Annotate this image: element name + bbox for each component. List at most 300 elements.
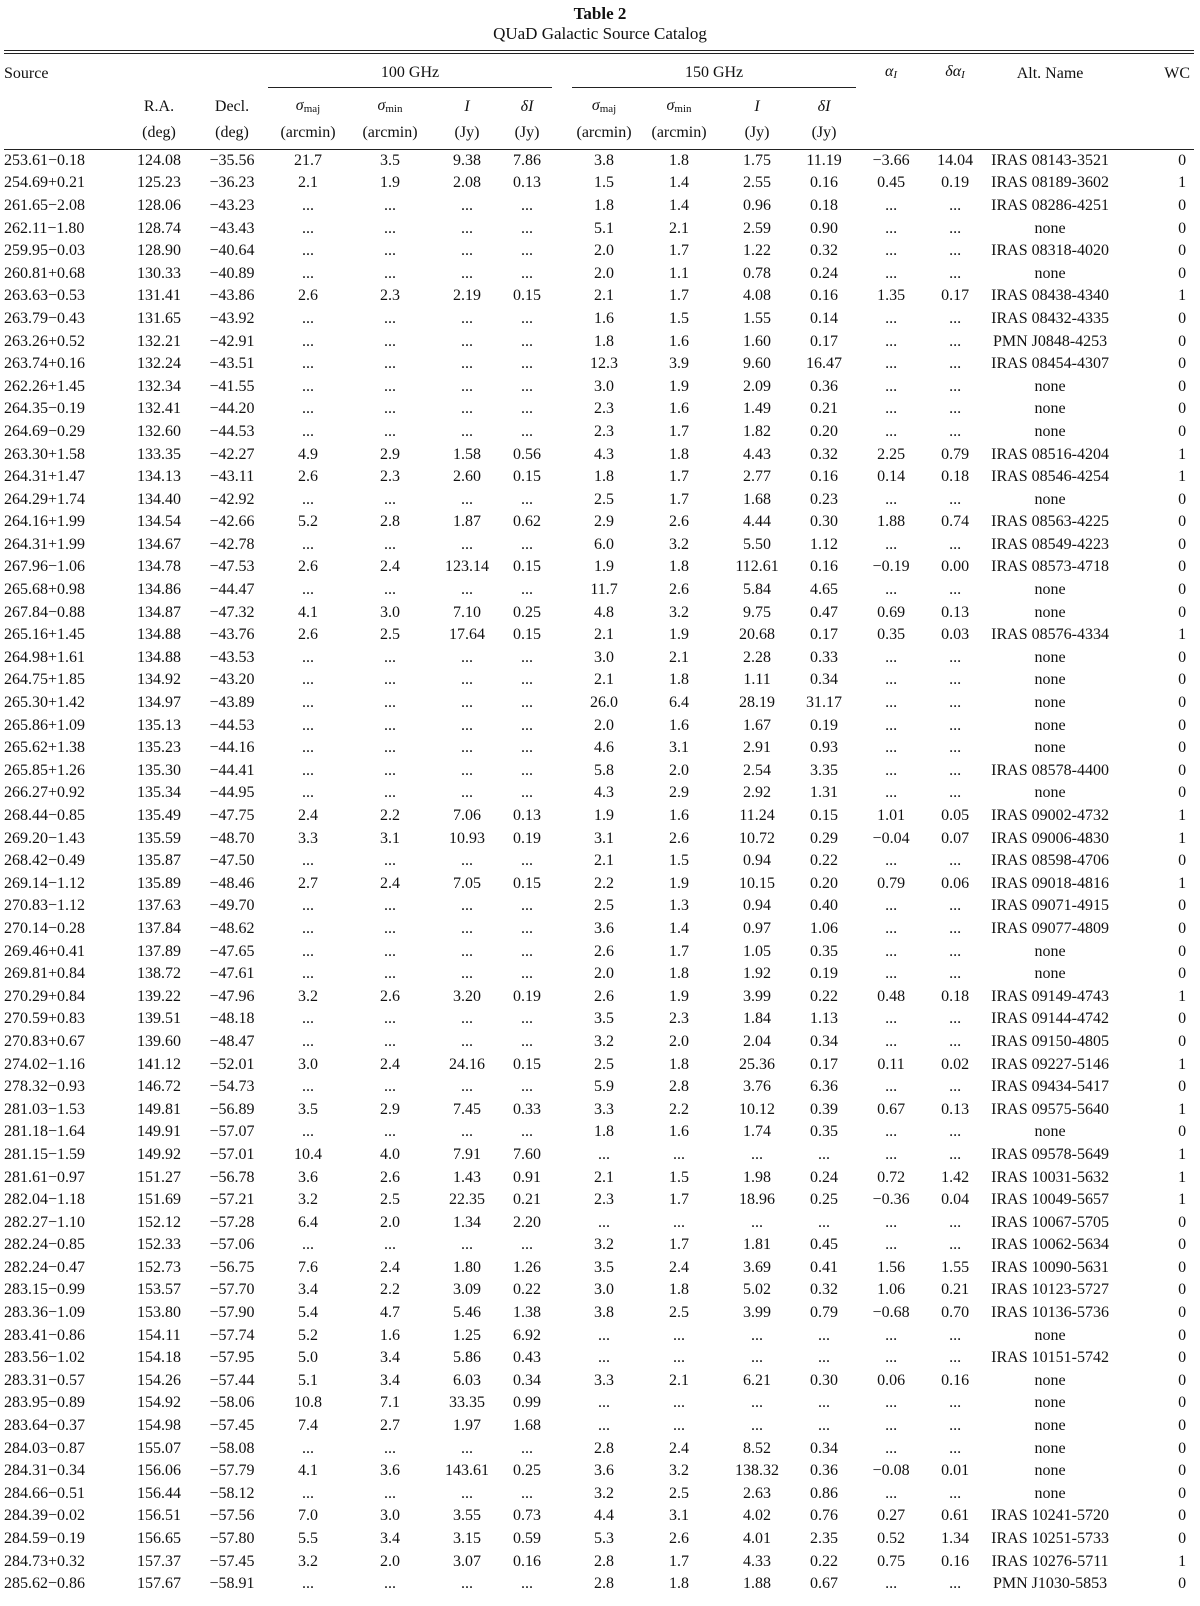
cell-100-I: ... bbox=[461, 332, 473, 350]
cell-150-sigmin: 1.9 bbox=[669, 626, 690, 644]
cell-dec: −36.23 bbox=[209, 174, 255, 192]
cell-ra: 132.34 bbox=[137, 377, 181, 395]
cell-wc: 0 bbox=[1178, 1236, 1187, 1254]
cell-100-dI: ... bbox=[521, 332, 534, 350]
table-label: Table 2 bbox=[573, 4, 627, 23]
cell-100-I: ... bbox=[461, 400, 473, 418]
cell-150-sigmin: 1.5 bbox=[669, 309, 690, 327]
column-gap bbox=[552, 873, 572, 896]
cell-100-sigmaj: ... bbox=[302, 196, 314, 214]
cell-100-dI: 0.99 bbox=[513, 1394, 542, 1412]
cell-150-sigmin: 1.3 bbox=[669, 897, 690, 915]
column-gap bbox=[552, 692, 572, 715]
table-row bbox=[4, 1098, 1194, 1121]
cell-source: 261.65−2.08 bbox=[4, 196, 86, 214]
table-row bbox=[4, 1234, 1194, 1257]
cell-100-dI: ... bbox=[521, 355, 534, 373]
col-ra: R.A. bbox=[143, 97, 175, 115]
cell-ra: 134.40 bbox=[137, 490, 181, 508]
cell-source: 269.46+0.41 bbox=[4, 942, 86, 960]
cell-dec: −48.70 bbox=[209, 829, 255, 847]
cell-150-dI: 0.79 bbox=[810, 1304, 839, 1322]
cell-100-sigmin: ... bbox=[384, 1010, 396, 1028]
col-dec: Decl. bbox=[214, 97, 250, 115]
cell-dec: −43.92 bbox=[209, 309, 255, 327]
cell-150-dI: 11.19 bbox=[806, 151, 842, 169]
cell-150-sigmaj: ... bbox=[598, 1417, 611, 1435]
cell-100-sigmin: 2.2 bbox=[380, 807, 400, 825]
table-row bbox=[4, 737, 1194, 760]
cell-100-sigmin: 3.1 bbox=[380, 829, 400, 847]
cell-100-dI: 7.60 bbox=[513, 1145, 542, 1163]
cell-altname: IRAS 10151-5742 bbox=[991, 1349, 1109, 1367]
cell-150-sigmin: 1.9 bbox=[669, 377, 690, 395]
cell-150-sigmaj: 2.1 bbox=[594, 626, 615, 644]
cell-150-sigmaj: ... bbox=[598, 1213, 611, 1231]
cell-150-sigmaj: 2.6 bbox=[594, 942, 615, 960]
cell-150-dI: 31.17 bbox=[806, 694, 843, 712]
cell-source: 284.31−0.34 bbox=[4, 1462, 86, 1480]
cell-dec: −44.95 bbox=[209, 784, 255, 802]
cell-alpha: ... bbox=[885, 942, 898, 960]
table-row bbox=[4, 1302, 1194, 1325]
cell-source: 259.95−0.03 bbox=[4, 242, 86, 260]
cell-150-sigmaj: 3.6 bbox=[594, 1462, 615, 1480]
cell-ra: 138.72 bbox=[137, 965, 181, 983]
cell-alpha: ... bbox=[885, 852, 898, 870]
cell-150-sigmin: 1.8 bbox=[669, 1575, 690, 1593]
cell-altname: IRAS 08286-4251 bbox=[991, 196, 1109, 214]
cell-100-sigmaj: 21.7 bbox=[294, 151, 322, 169]
cell-ra: 154.98 bbox=[137, 1417, 181, 1435]
cell-150-I: 2.92 bbox=[743, 784, 772, 802]
cell-150-sigmaj: 1.5 bbox=[594, 174, 615, 192]
cell-altname: IRAS 08598-4706 bbox=[991, 852, 1109, 870]
header-row-2 bbox=[4, 87, 1194, 121]
cell-wc: 0 bbox=[1178, 490, 1187, 508]
cell-ra: 134.13 bbox=[137, 468, 181, 486]
cell-150-sigmin: 1.6 bbox=[669, 1123, 690, 1141]
cell-altname: none bbox=[1034, 716, 1066, 734]
cell-150-dI: 0.22 bbox=[810, 852, 839, 870]
cell-150-dI: 0.18 bbox=[810, 196, 839, 214]
cell-100-I: 3.09 bbox=[453, 1281, 481, 1299]
col-100-I: I bbox=[464, 98, 470, 115]
cell-150-dI: 4.65 bbox=[810, 581, 839, 599]
cell-dalpha: ... bbox=[949, 490, 962, 508]
cell-altname: IRAS 10276-5711 bbox=[991, 1552, 1109, 1570]
cell-ra: 149.81 bbox=[137, 1100, 181, 1118]
cell-alpha: ... bbox=[885, 739, 898, 757]
column-gap bbox=[552, 1098, 572, 1121]
cell-100-dI: ... bbox=[521, 761, 534, 779]
cell-150-dI: ... bbox=[818, 1349, 831, 1367]
cell-ra: 134.54 bbox=[137, 513, 181, 531]
cell-dec: −54.73 bbox=[209, 1078, 255, 1096]
cell-150-sigmaj: 5.3 bbox=[594, 1530, 615, 1548]
column-gap bbox=[552, 511, 572, 534]
cell-wc: 0 bbox=[1178, 716, 1187, 734]
cell-100-I: ... bbox=[461, 490, 473, 508]
cell-source: 285.62−0.86 bbox=[4, 1575, 86, 1593]
cell-150-sigmin: 1.8 bbox=[669, 1281, 690, 1299]
col-alpha: αI bbox=[885, 63, 898, 81]
cell-altname: IRAS 08438-4340 bbox=[991, 287, 1109, 305]
cell-alpha: ... bbox=[885, 377, 898, 395]
cell-wc: 1 bbox=[1178, 445, 1187, 463]
cell-dalpha: ... bbox=[949, 264, 962, 282]
cell-dalpha: ... bbox=[949, 309, 962, 327]
cell-dec: −47.32 bbox=[209, 603, 255, 621]
cell-150-sigmin: 2.9 bbox=[669, 784, 690, 802]
cell-150-sigmin: 1.7 bbox=[669, 1552, 690, 1570]
cell-dec: −44.53 bbox=[209, 422, 255, 440]
cell-dalpha: 0.02 bbox=[941, 1055, 970, 1073]
cell-100-sigmin: 3.6 bbox=[380, 1462, 400, 1480]
table-row bbox=[4, 579, 1194, 602]
cell-wc: 1 bbox=[1178, 807, 1187, 825]
cell-150-sigmaj: 3.5 bbox=[594, 1010, 615, 1028]
col-150-I: I bbox=[754, 98, 760, 115]
cell-150-I: 9.60 bbox=[743, 355, 772, 373]
column-gap bbox=[552, 714, 572, 737]
cell-alpha: 1.88 bbox=[877, 513, 906, 531]
cell-150-sigmaj: 2.3 bbox=[594, 1191, 615, 1209]
cell-150-dI: 6.36 bbox=[810, 1078, 839, 1096]
cell-altname: IRAS 08454-4307 bbox=[991, 355, 1109, 373]
cell-150-sigmin: 3.2 bbox=[669, 535, 690, 553]
cell-100-sigmaj: ... bbox=[302, 648, 314, 666]
cell-100-I: 2.60 bbox=[453, 468, 481, 486]
cell-100-I: ... bbox=[461, 761, 473, 779]
cell-100-sigmaj: 2.7 bbox=[298, 874, 318, 892]
cell-source: 284.66−0.51 bbox=[4, 1484, 86, 1502]
cell-100-sigmin: 7.1 bbox=[380, 1394, 400, 1412]
cell-source: 283.41−0.86 bbox=[4, 1326, 86, 1344]
cell-source: 269.20−1.43 bbox=[4, 829, 86, 847]
table-row bbox=[4, 1144, 1194, 1167]
cell-altname: IRAS 09578-5649 bbox=[991, 1145, 1109, 1163]
table-row bbox=[4, 308, 1194, 331]
cell-100-sigmaj: ... bbox=[302, 716, 314, 734]
cell-dec: −48.46 bbox=[209, 874, 255, 892]
cell-100-dI: ... bbox=[521, 852, 534, 870]
cell-150-dI: 0.76 bbox=[810, 1507, 839, 1525]
cell-150-sigmin: 1.7 bbox=[669, 1236, 690, 1254]
group-100ghz: 100 GHz bbox=[268, 54, 552, 87]
table-row bbox=[4, 556, 1194, 579]
column-gap bbox=[552, 1121, 572, 1144]
cell-wc: 0 bbox=[1178, 1123, 1187, 1141]
cell-100-dI: ... bbox=[521, 1032, 534, 1050]
cell-150-I: 1.11 bbox=[743, 671, 771, 689]
cell-100-sigmaj: ... bbox=[302, 919, 314, 937]
cell-100-dI: 0.34 bbox=[513, 1371, 542, 1389]
table-row bbox=[4, 601, 1194, 624]
cell-100-sigmaj: 3.2 bbox=[298, 987, 318, 1005]
cell-dalpha: ... bbox=[949, 1417, 962, 1435]
cell-150-sigmin: 1.6 bbox=[669, 332, 690, 350]
cell-alpha: 1.35 bbox=[877, 287, 906, 305]
cell-100-sigmaj: ... bbox=[302, 897, 314, 915]
cell-source: 264.75+1.85 bbox=[4, 671, 86, 689]
cell-wc: 0 bbox=[1178, 897, 1187, 915]
cell-altname: none bbox=[1034, 1123, 1066, 1141]
cell-source: 284.39−0.02 bbox=[4, 1507, 86, 1525]
cell-dec: −43.86 bbox=[209, 287, 255, 305]
cell-dalpha: ... bbox=[949, 919, 962, 937]
cell-alpha: −0.19 bbox=[872, 558, 910, 576]
cell-altname: none bbox=[1034, 264, 1066, 282]
cell-100-sigmaj: 10.8 bbox=[294, 1394, 322, 1412]
cell-150-dI: 0.39 bbox=[810, 1100, 839, 1118]
cell-150-I: 1.22 bbox=[743, 242, 772, 260]
cell-alpha: ... bbox=[885, 1123, 898, 1141]
cell-100-sigmaj: 7.4 bbox=[298, 1417, 318, 1435]
cell-100-I: ... bbox=[461, 219, 473, 237]
cell-100-dI: 1.68 bbox=[513, 1417, 542, 1435]
cell-150-sigmin: 1.8 bbox=[669, 1055, 690, 1073]
cell-100-sigmaj: ... bbox=[302, 739, 314, 757]
cell-alpha: ... bbox=[885, 1326, 898, 1344]
cell-100-I: 7.91 bbox=[453, 1145, 481, 1163]
cell-150-I: 1.49 bbox=[743, 400, 772, 418]
cell-150-I: 2.54 bbox=[743, 761, 772, 779]
cell-100-sigmaj: 2.4 bbox=[298, 807, 318, 825]
cell-150-sigmaj: 12.3 bbox=[590, 355, 619, 373]
cell-100-I: ... bbox=[461, 242, 473, 260]
cell-150-I: ... bbox=[751, 1349, 764, 1367]
cell-dalpha: 0.19 bbox=[941, 174, 970, 192]
cell-150-dI: 0.90 bbox=[810, 219, 839, 237]
col-150-sigmin: σmin bbox=[666, 96, 692, 115]
cell-100-sigmaj: 2.6 bbox=[298, 287, 318, 305]
cell-ra: 135.59 bbox=[137, 829, 181, 847]
cell-150-I: 5.84 bbox=[743, 581, 772, 599]
unit-150-dI: (Jy) bbox=[811, 123, 837, 141]
cell-ra: 134.87 bbox=[137, 603, 181, 621]
cell-150-I: 1.84 bbox=[743, 1010, 772, 1028]
cell-150-I: 1.68 bbox=[743, 490, 772, 508]
cell-100-sigmaj: 3.0 bbox=[298, 1055, 318, 1073]
table-row bbox=[4, 1031, 1194, 1054]
cell-150-I: 4.08 bbox=[743, 287, 772, 305]
column-gap bbox=[552, 918, 572, 941]
cell-100-I: ... bbox=[461, 1032, 473, 1050]
cell-100-I: ... bbox=[461, 648, 473, 666]
cell-100-I: ... bbox=[461, 377, 473, 395]
cell-source: 262.11−1.80 bbox=[4, 219, 85, 237]
cell-ra: 146.72 bbox=[137, 1078, 181, 1096]
cell-dec: −57.28 bbox=[209, 1213, 255, 1231]
table-title: QUaD Galactic Source Catalog bbox=[493, 24, 707, 43]
cell-altname: IRAS 08573-4718 bbox=[991, 558, 1109, 576]
cell-100-dI: 0.15 bbox=[513, 468, 542, 486]
cell-100-sigmaj: ... bbox=[302, 242, 314, 260]
cell-150-I: 9.75 bbox=[743, 603, 772, 621]
cell-150-I: 1.75 bbox=[743, 151, 772, 169]
cell-wc: 0 bbox=[1178, 1439, 1187, 1457]
cell-source: 278.32−0.93 bbox=[4, 1078, 86, 1096]
cell-150-I: 1.55 bbox=[743, 309, 772, 327]
cell-source: 265.86+1.09 bbox=[4, 716, 86, 734]
cell-altname: IRAS 09071-4915 bbox=[991, 897, 1109, 915]
cell-dec: −48.47 bbox=[209, 1032, 255, 1050]
unit-150-sigmin: (arcmin) bbox=[651, 123, 707, 141]
cell-source: 269.81+0.84 bbox=[4, 965, 86, 983]
cell-dalpha: ... bbox=[949, 219, 962, 237]
cell-dalpha: ... bbox=[949, 1145, 962, 1163]
cell-150-sigmaj: 2.3 bbox=[594, 422, 615, 440]
cell-100-dI: ... bbox=[521, 1010, 534, 1028]
cell-alpha: ... bbox=[885, 355, 898, 373]
cell-source: 264.16+1.99 bbox=[4, 513, 86, 531]
table-row bbox=[4, 1008, 1194, 1031]
cell-altname: IRAS 08318-4020 bbox=[991, 242, 1109, 260]
cell-100-sigmaj: 5.2 bbox=[298, 513, 318, 531]
cell-150-I: 2.77 bbox=[743, 468, 772, 486]
cell-ra: 135.13 bbox=[137, 716, 181, 734]
cell-alpha: 0.35 bbox=[877, 626, 906, 644]
col-altname: Alt. Name bbox=[1016, 64, 1084, 82]
cell-dalpha: ... bbox=[949, 332, 962, 350]
cell-100-dI: 2.20 bbox=[513, 1213, 542, 1231]
cell-dec: −57.56 bbox=[209, 1507, 255, 1525]
cell-dec: −43.11 bbox=[209, 468, 255, 486]
cell-100-sigmin: ... bbox=[384, 535, 396, 553]
cell-dalpha: ... bbox=[949, 1326, 962, 1344]
cell-100-dI: 0.33 bbox=[513, 1100, 542, 1118]
cell-150-dI: 0.32 bbox=[810, 242, 839, 260]
cell-100-sigmin: ... bbox=[384, 242, 396, 260]
cell-150-sigmin: ... bbox=[673, 1326, 686, 1344]
unit-150-I: (Jy) bbox=[744, 123, 770, 141]
cell-dalpha: 0.79 bbox=[941, 445, 970, 463]
cell-dalpha: 0.61 bbox=[941, 1507, 970, 1525]
cell-dalpha: ... bbox=[949, 761, 962, 779]
column-gap bbox=[552, 1483, 572, 1506]
cell-dalpha: ... bbox=[949, 196, 962, 214]
cell-100-dI: ... bbox=[521, 1575, 534, 1593]
unit-150-sigmaj: (arcmin) bbox=[576, 123, 632, 141]
cell-alpha: ... bbox=[885, 581, 898, 599]
cell-150-I: 4.43 bbox=[743, 445, 772, 463]
cell-150-sigmaj: 2.0 bbox=[594, 264, 615, 282]
cell-150-dI: ... bbox=[818, 1394, 831, 1412]
cell-100-I: ... bbox=[461, 1123, 473, 1141]
cell-dec: −47.65 bbox=[209, 942, 255, 960]
cell-100-I: ... bbox=[461, 422, 473, 440]
table-row bbox=[4, 149, 1194, 172]
cell-100-I: 24.16 bbox=[449, 1055, 485, 1073]
cell-altname: none bbox=[1034, 422, 1066, 440]
cell-150-sigmaj: 4.3 bbox=[594, 445, 615, 463]
cell-100-sigmin: 2.0 bbox=[380, 1213, 400, 1231]
table-row bbox=[4, 714, 1194, 737]
cell-100-sigmaj: 7.6 bbox=[298, 1258, 318, 1276]
cell-alpha: ... bbox=[885, 535, 898, 553]
cell-ra: 137.63 bbox=[137, 897, 181, 915]
cell-150-sigmaj: 2.5 bbox=[594, 490, 615, 508]
cell-wc: 0 bbox=[1178, 219, 1187, 237]
cell-altname: IRAS 09150-4805 bbox=[991, 1032, 1109, 1050]
cell-150-dI: 0.35 bbox=[810, 1123, 839, 1141]
table-row bbox=[4, 285, 1194, 308]
cell-alpha: ... bbox=[885, 196, 898, 214]
cell-100-sigmin: ... bbox=[384, 965, 396, 983]
cell-100-sigmin: 3.0 bbox=[380, 1507, 400, 1525]
cell-100-dI: 0.43 bbox=[513, 1349, 542, 1367]
cell-150-sigmin: 1.5 bbox=[669, 852, 690, 870]
cell-wc: 0 bbox=[1178, 1462, 1187, 1480]
cell-150-sigmin: 3.2 bbox=[669, 603, 690, 621]
cell-wc: 1 bbox=[1178, 829, 1187, 847]
cell-150-sigmin: ... bbox=[673, 1394, 686, 1412]
cell-100-dI: 0.56 bbox=[513, 445, 542, 463]
cell-alpha: ... bbox=[885, 761, 898, 779]
cell-ra: 153.80 bbox=[137, 1304, 181, 1322]
cell-wc: 1 bbox=[1178, 1191, 1187, 1209]
cell-100-dI: ... bbox=[521, 219, 534, 237]
cell-100-I: ... bbox=[461, 355, 473, 373]
cell-100-dI: ... bbox=[521, 400, 534, 418]
cell-100-dI: ... bbox=[521, 1123, 534, 1141]
cell-source: 283.56−1.02 bbox=[4, 1349, 86, 1367]
cell-100-sigmin: ... bbox=[384, 377, 396, 395]
column-gap bbox=[552, 1573, 572, 1596]
cell-100-I: ... bbox=[461, 1484, 473, 1502]
cell-wc: 0 bbox=[1178, 1258, 1187, 1276]
cell-altname: none bbox=[1034, 1484, 1066, 1502]
cell-source: 267.96−1.06 bbox=[4, 558, 86, 576]
cell-source: 264.69−0.29 bbox=[4, 422, 86, 440]
cell-150-I: 2.59 bbox=[743, 219, 772, 237]
column-gap bbox=[552, 1234, 572, 1257]
cell-100-sigmin: ... bbox=[384, 264, 396, 282]
cell-100-sigmin: 2.5 bbox=[380, 626, 400, 644]
cell-150-sigmaj: 2.5 bbox=[594, 1055, 615, 1073]
cell-100-I: ... bbox=[461, 264, 473, 282]
cell-150-sigmin: 1.7 bbox=[669, 490, 690, 508]
cell-150-I: 0.97 bbox=[743, 919, 772, 937]
column-gap bbox=[552, 669, 572, 692]
cell-100-sigmin: ... bbox=[384, 581, 396, 599]
cell-150-sigmin: 1.7 bbox=[669, 242, 690, 260]
column-gap bbox=[552, 534, 572, 557]
cell-dec: −47.61 bbox=[209, 965, 255, 983]
cell-100-dI: 0.15 bbox=[513, 874, 542, 892]
cell-dalpha: ... bbox=[949, 581, 962, 599]
cell-100-I: ... bbox=[461, 309, 473, 327]
cell-150-dI: 1.06 bbox=[810, 919, 839, 937]
column-gap bbox=[552, 1031, 572, 1054]
cell-ra: 135.49 bbox=[137, 807, 181, 825]
cell-150-sigmaj: 1.9 bbox=[594, 558, 615, 576]
cell-100-sigmin: ... bbox=[384, 1236, 396, 1254]
cell-150-I: 4.01 bbox=[743, 1530, 772, 1548]
cell-100-sigmin: 2.7 bbox=[380, 1417, 400, 1435]
cell-wc: 0 bbox=[1178, 355, 1187, 373]
column-gap bbox=[552, 1257, 572, 1280]
cell-altname: none bbox=[1034, 1417, 1066, 1435]
cell-150-sigmin: 1.9 bbox=[669, 987, 690, 1005]
cell-150-sigmin: ... bbox=[673, 1145, 686, 1163]
cell-alpha: −0.36 bbox=[872, 1191, 910, 1209]
cell-wc: 0 bbox=[1178, 535, 1187, 553]
cell-100-I: 17.64 bbox=[449, 626, 485, 644]
cell-100-sigmaj: ... bbox=[302, 400, 314, 418]
cell-dec: −58.12 bbox=[209, 1484, 255, 1502]
